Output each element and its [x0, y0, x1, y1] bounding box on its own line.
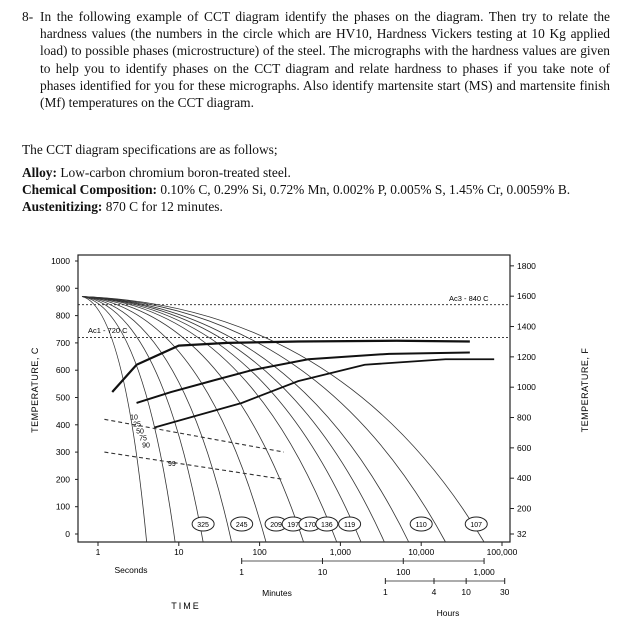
x-seconds-tick-label: 100,000 [486, 547, 518, 557]
austenitizing-label: Austenitizing: [22, 199, 103, 215]
hardness-value: 110 [415, 522, 427, 529]
y-left-tick-label: 200 [55, 474, 70, 485]
y-right-tick-label: 800 [517, 412, 532, 423]
y-left-tick-label: 400 [55, 419, 70, 430]
x-seconds-tick-label: 100 [252, 547, 267, 557]
x-minutes-tick-label: 1,000 [473, 567, 495, 577]
x-hours-tick-label: 1 [382, 587, 388, 597]
hardness-value: 119 [344, 522, 356, 529]
fraction-label: 50 [136, 428, 144, 436]
fraction-label: 10 [130, 414, 138, 422]
minutes-unit: Minutes [262, 588, 292, 598]
y-right-tick-label: 200 [517, 503, 532, 514]
hardness-value: 197 [287, 522, 299, 529]
hardness-value: 136 [321, 522, 333, 529]
mf-line [104, 452, 284, 479]
cct-chart-svg [0, 238, 621, 628]
x-minutes-tick-label: 1 [239, 567, 245, 577]
y-right-tick-label: 1000 [517, 382, 536, 393]
y-right-tick-label: 1800 [517, 260, 536, 271]
y-right-tick-label: 1400 [517, 321, 536, 332]
composition-value: 0.10% C, 0.29% Si, 0.72% Mn, 0.002% P, 0.005% S, 1.45% Cr, 0.0059% B. [157, 182, 571, 198]
x-hours-tick-label: 4 [431, 587, 437, 597]
hardness-value: 245 [235, 522, 248, 529]
question-number: 8- [22, 9, 34, 24]
ylabel-left: TEMPERATURE, C [30, 347, 40, 433]
x-seconds-tick-label: 1,000 [329, 547, 352, 557]
ac3-label: Ac3 - 840 C [449, 294, 489, 303]
composition-line [22, 181, 610, 198]
seconds-unit: Seconds [114, 565, 148, 575]
fraction-label: 90 [142, 442, 150, 450]
y-left-tick-label: 0 [65, 529, 70, 539]
y-right-tick-label: 1600 [517, 291, 536, 302]
alloy-label: Alloy: [22, 165, 57, 180]
y-left-tick-label: 1000 [51, 256, 70, 266]
y-left-tick-label: 700 [55, 337, 70, 348]
ac1-label: Ac1 - 720 C [88, 326, 128, 335]
bainite-start-line [137, 352, 470, 403]
austenitizing-value: 870 C for 12 minutes. [102, 199, 223, 215]
small-hardness-label: 99 [168, 461, 176, 468]
hardness-value: 325 [197, 522, 209, 529]
x-seconds-tick-label: 10 [174, 547, 184, 557]
cct-diagram [0, 238, 621, 628]
fraction-label: 75 [139, 435, 147, 443]
question [22, 8, 610, 111]
fraction-label: 25 [133, 421, 141, 429]
austenitizing-line [22, 198, 610, 215]
y-left-tick-label: 100 [55, 501, 70, 512]
ylabel-right: TEMPERATURE, F [580, 347, 590, 433]
y-right-tick-label: 600 [517, 442, 532, 453]
xlabel: TIME [171, 601, 201, 611]
specs-block [22, 164, 610, 216]
y-right-tick-label: 32 [517, 529, 527, 539]
y-left-tick-label: 500 [55, 392, 70, 403]
composition-label: Chemical Composition: [22, 182, 158, 198]
x-hours-tick-label: 10 [461, 587, 471, 597]
x-minutes-tick-label: 100 [396, 567, 411, 577]
y-left-tick-label: 800 [55, 310, 70, 321]
y-left-tick-label: 900 [55, 283, 70, 294]
hours-unit: Hours [436, 608, 460, 618]
alloy-line [22, 164, 610, 181]
x-seconds-tick-label: 10,000 [408, 547, 435, 557]
specs-intro: The CCT diagram specifications are as follows; [22, 142, 278, 157]
x-seconds-tick-label: 1 [95, 547, 101, 557]
hardness-value: 209 [270, 522, 282, 529]
alloy-value: Low-carbon chromium boron-treated steel. [56, 165, 291, 180]
x-minutes-tick-label: 10 [317, 567, 328, 577]
y-left-tick-label: 600 [55, 365, 70, 376]
y-right-tick-label: 1200 [517, 351, 536, 362]
hardness-value: 170 [304, 522, 316, 529]
y-left-tick-label: 300 [55, 447, 70, 458]
y-right-tick-label: 400 [517, 473, 532, 484]
ms-line [104, 419, 284, 452]
hardness-value: 107 [470, 522, 483, 529]
x-hours-tick-label: 30 [499, 587, 510, 597]
question-text: In the following example of CCT diagram identify the phases on the diagram. Then try to relate the hardness values (the numbers in the circle which are HV10, Hardness Vickers testing at 10 Kg applied load) to possible phases (microstructure) of the steel. The micrographs with the hardness values are given to help you to identify phases on the CCT diagram and relate hardness to phases if you take note of phases identified for you for these micrographs. Also identify martensite start (MS) and martensite finish (Mf) temperatures on the CCT diagram. [40, 9, 610, 111]
